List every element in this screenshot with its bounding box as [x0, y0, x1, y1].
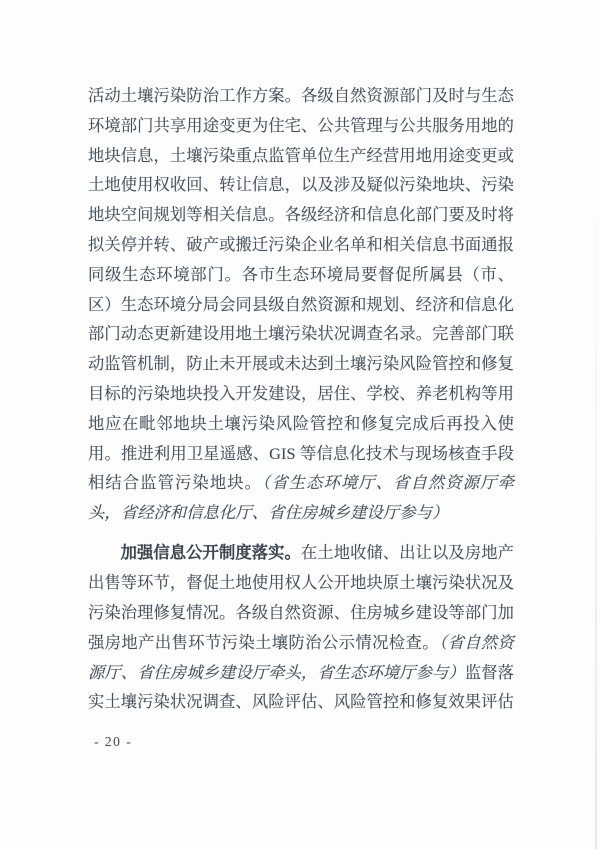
agency-annotation: （省生态环境厅、省自然资源厅牵头，省经济和信息化厅、省住房城乡建设厅参与） [88, 473, 514, 523]
scan-edge-artifact [595, 170, 597, 849]
paragraph-lead: 加强信息公开制度落实。 [120, 543, 301, 563]
body-text: 活动土壤污染防治工作方案。各级自然资源部门及时与生态环境部门共享用途变更为住宅、公共管理与公共服务用地的地块信息，土壤污染重点监管单位生产经营用地用途变更或土地使用权收回、转让信息，以及涉及疑似污染地块、污染地块空间规划等相关信息。各级经济和信息化部门要及时将拟关停并转、破产或搬迁污染企业名单和相关信息书面通报同级生态环境部门。各市生态环境局要督促所属县（市、区）生态环境分局会同县级自然资源和规划、经济和信息化部门动态更新建设用地土壤污染状况调查名录。完善部门联动监管机制，防止未开展或未达到土壤污染风险管控和修复目标的污染地块投入开发建设，居住、学校、养老机构等用地应在毗邻地块土壤污染风险管控和修复完成后再投入使用。推进利用卫星遥感、GIS 等信息化技术与现场核查手段相结合监管污染地块。 [88, 86, 514, 493]
paragraph [88, 538, 514, 717]
agency-annotation: （省自然资源厅、省住房城乡建设厅牵头，省生态环境厅参与） [88, 632, 514, 682]
document-body [88, 81, 514, 717]
body-text: 在土地收储、出让以及房地产出售等环节，督促土地使用权人公开地块原土壤污染状况及污染治理修复情况。各级自然资源、住房城乡建设等部门加强房地产出售环节污染土壤防治公示情况检查。 [88, 543, 514, 652]
body-text: 监督落实土壤污染状况调查、风险评估、风险管控和修复效果评估 [88, 662, 514, 712]
paragraph [88, 81, 514, 528]
page-number: - 20 - [94, 734, 133, 749]
